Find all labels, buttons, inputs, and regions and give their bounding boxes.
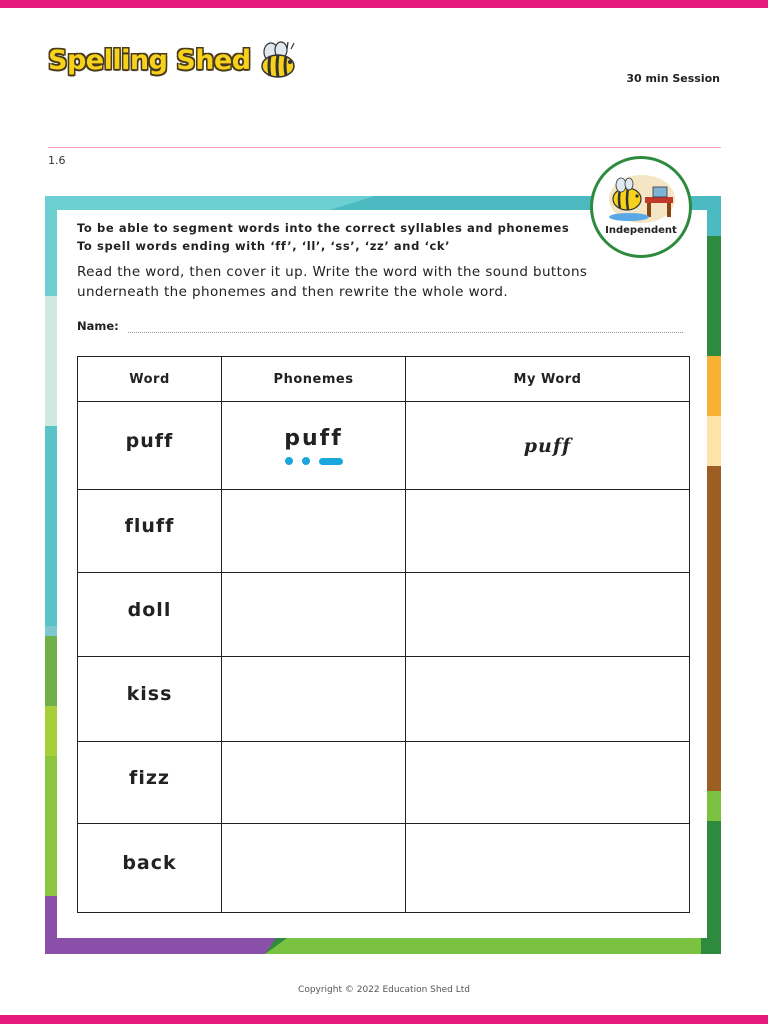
badge-label: Independent [605, 225, 677, 236]
column-header-phonemes: Phonemes [222, 357, 406, 402]
phonemes-cell[interactable] [222, 742, 406, 824]
word-cell: back [78, 824, 222, 913]
bottom-accent-bar [0, 1015, 768, 1024]
my-word-cell[interactable] [406, 657, 690, 742]
instructions: Read the word, then cover it up. Write the word with the sound buttons underneath the phonemes and then rewrite the whole word. [77, 264, 588, 300]
word-cell: fizz [78, 742, 222, 824]
table-header-row [78, 357, 690, 402]
phonemes-cell[interactable] [222, 824, 406, 913]
table-row [78, 402, 690, 490]
my-word-cell[interactable] [406, 490, 690, 573]
column-header-my-word: My Word [406, 357, 690, 402]
my-word-cell[interactable] [406, 573, 690, 657]
phonemes-example: puff [284, 426, 343, 451]
page-number: 1.6 [48, 154, 66, 167]
phonemes-cell[interactable] [222, 573, 406, 657]
name-label: Name: [77, 319, 119, 333]
copyright: Copyright © 2022 Education Shed Ltd [298, 985, 470, 995]
independent-badge [590, 156, 692, 258]
session-length: 30 min Session [626, 72, 720, 85]
word-cell: doll [78, 573, 222, 657]
phonemes-cell[interactable] [222, 657, 406, 742]
bee-at-desk-icon [607, 171, 677, 225]
spelling-table [77, 356, 690, 913]
header-divider [48, 147, 721, 148]
table-row [78, 573, 690, 657]
sound-buttons [222, 457, 405, 465]
table-row [78, 657, 690, 742]
my-word-cell[interactable] [406, 742, 690, 824]
sound-button-dot [302, 457, 310, 465]
word-cell: kiss [78, 657, 222, 742]
name-field[interactable] [128, 332, 683, 333]
table-row [78, 824, 690, 913]
table-row [78, 742, 690, 824]
sound-button-dash [319, 458, 343, 465]
top-accent-bar [0, 0, 768, 8]
my-word-cell[interactable]: puff [406, 402, 690, 490]
table-row [78, 490, 690, 573]
my-word-cell[interactable] [406, 824, 690, 913]
word-cell: fluff [78, 490, 222, 573]
spelling-shed-logo [48, 40, 299, 80]
sound-button-dot [285, 457, 293, 465]
phonemes-cell[interactable] [222, 402, 406, 490]
bee-icon [257, 40, 299, 80]
objective-2: To spell words ending with ‘ff’, ‘ll’, ‘ss’, ‘zz’ and ‘ck’ [77, 239, 451, 253]
column-header-word: Word [78, 357, 222, 402]
phonemes-cell[interactable] [222, 490, 406, 573]
logo-text: Spelling Shed [48, 44, 251, 76]
objective-1: To be able to segment words into the correct syllables and phonemes [77, 221, 570, 235]
word-cell: puff [78, 402, 222, 490]
